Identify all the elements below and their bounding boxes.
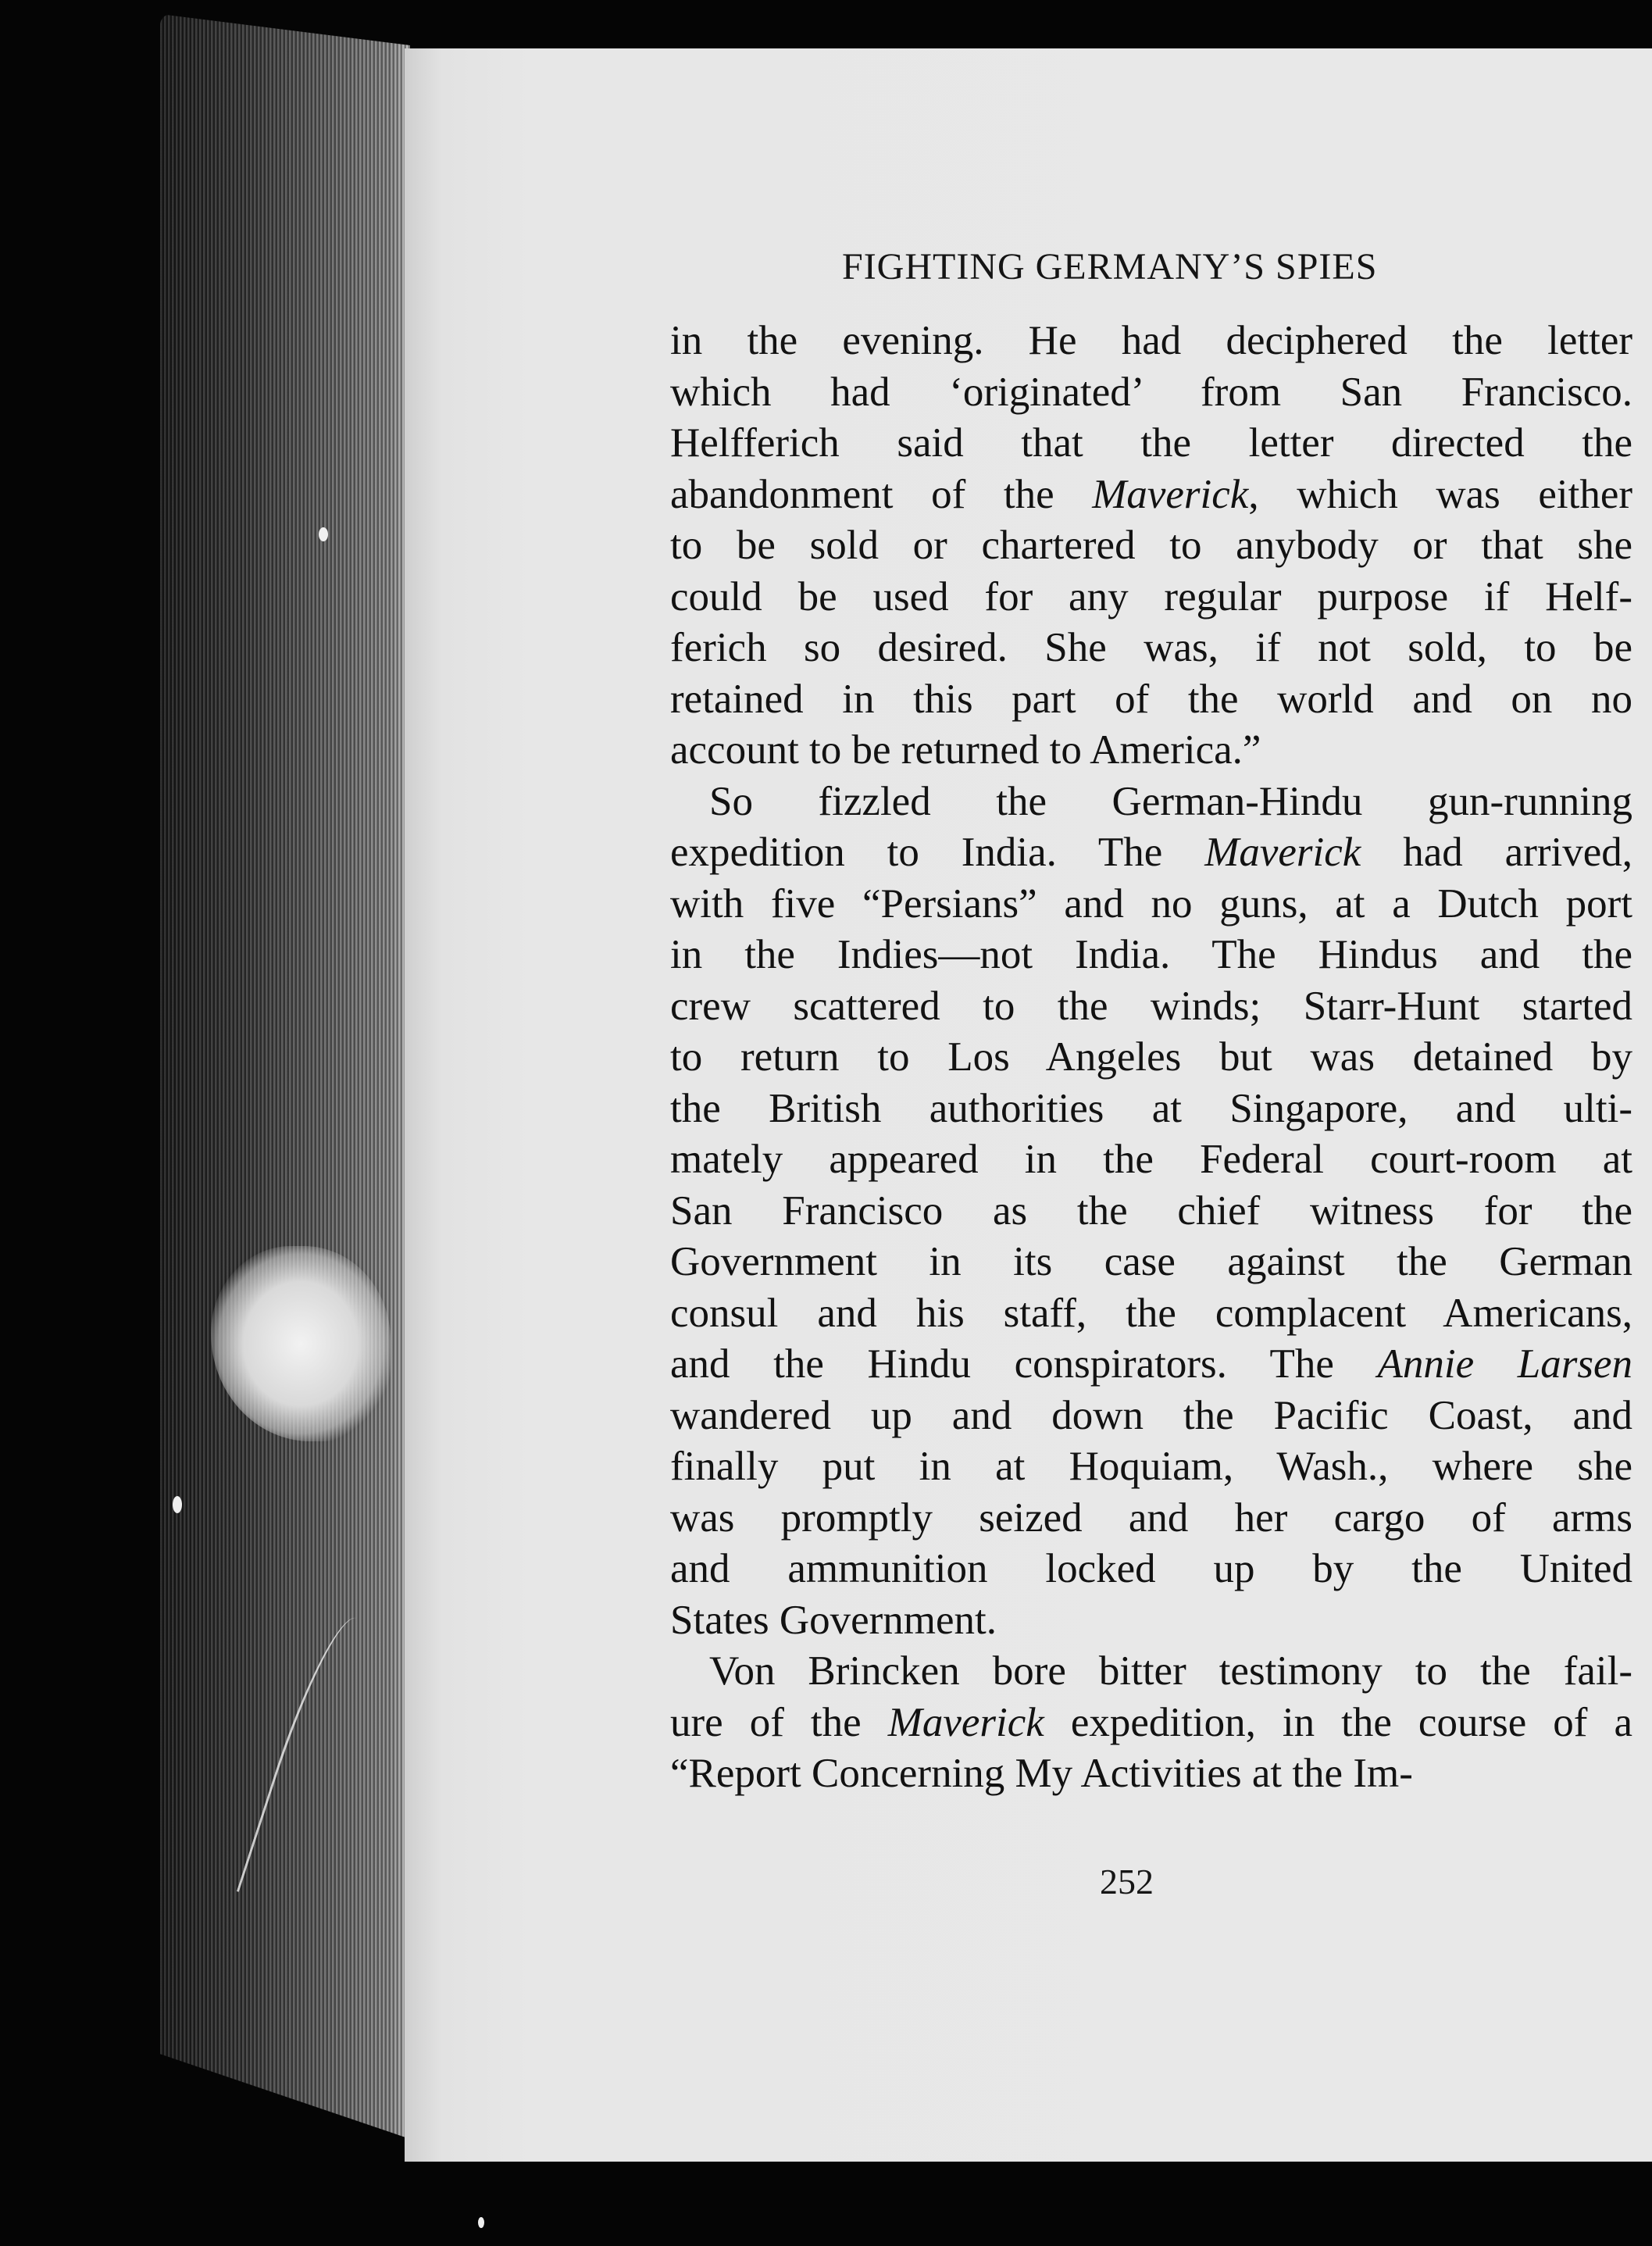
text-line xyxy=(670,1441,1632,1493)
text-line xyxy=(670,1134,1632,1186)
text-run: retained in this part of the world and on no xyxy=(670,676,1632,722)
text-run: So fizzled the German-Hindu gun-running xyxy=(709,778,1632,824)
text-run: in the Indies—not India. The Hindus and the xyxy=(670,932,1632,977)
text-line xyxy=(670,572,1632,623)
text-line xyxy=(670,981,1632,1033)
text-run: “Report Concerning My Activities at the Im- xyxy=(670,1751,1413,1796)
text-run: with five “Persians” and no guns, at a Dutch port xyxy=(670,880,1632,927)
text-run: ure of the xyxy=(670,1699,888,1745)
text-run: wandered up and down the Pacific Coast, and xyxy=(670,1392,1632,1438)
text-run: Government in its case against the German xyxy=(670,1239,1632,1284)
text-line xyxy=(670,1288,1632,1340)
text-run: was promptly seized and her cargo of arms xyxy=(670,1494,1632,1541)
text-line xyxy=(670,367,1632,419)
text-run: and the Hindu conspirators. The xyxy=(670,1341,1378,1387)
text-run: Helfferich said that the letter directed the xyxy=(670,420,1632,466)
book-page xyxy=(405,48,1652,2162)
text-run: , which was either xyxy=(1248,471,1632,517)
text-run: to be sold or chartered to anybody or that she xyxy=(670,523,1632,568)
italic-title: Maverick xyxy=(1092,471,1249,517)
text-line xyxy=(670,930,1632,981)
italic-title: Maverick xyxy=(887,1699,1044,1745)
text-run: expedition to India. The xyxy=(670,830,1205,875)
text-line xyxy=(670,1493,1632,1544)
italic-title: Maverick xyxy=(1204,830,1361,875)
text-line xyxy=(670,1698,1632,1749)
text-run: expedition, in the course of a xyxy=(1044,1699,1632,1745)
text-line xyxy=(670,1646,1632,1698)
dust-speck xyxy=(173,1496,182,1513)
text-run: mately appeared in the Federal court-room at xyxy=(670,1137,1632,1182)
running-head: FIGHTING GERMANY’S SPIES xyxy=(842,246,1378,287)
text-run: had arrived, xyxy=(1361,830,1632,875)
text-line xyxy=(670,1237,1632,1288)
text-line xyxy=(670,827,1632,879)
text-line xyxy=(670,1339,1632,1391)
text-run: crew scattered to the winds; Starr-Hunt started xyxy=(670,983,1632,1029)
dust-speck xyxy=(319,527,328,541)
dust-speck xyxy=(478,2217,484,2228)
text-line xyxy=(670,725,1632,777)
text-line xyxy=(670,777,1632,828)
text-line xyxy=(670,879,1632,930)
text-run: States Government. xyxy=(670,1597,997,1643)
text-run: consul and his staff, the complacent Americans, xyxy=(670,1290,1632,1336)
text-line xyxy=(670,470,1632,521)
text-run: ferich so desired. She was, if not sold, to be xyxy=(670,625,1632,670)
text-run: could be used for any regular purpose if Helf- xyxy=(670,573,1632,620)
text-line xyxy=(670,520,1632,572)
text-run: Von Brincken bore bitter testimony to the fail- xyxy=(709,1648,1632,1694)
text-line xyxy=(670,418,1632,470)
text-line xyxy=(670,623,1632,674)
text-line xyxy=(670,674,1632,726)
text-line xyxy=(670,1595,1632,1647)
page-number: 252 xyxy=(1100,1862,1154,1901)
text-line xyxy=(670,1748,1632,1800)
text-run: account to be returned to America.” xyxy=(670,727,1261,773)
text-line xyxy=(670,1544,1632,1595)
body-text xyxy=(670,316,1632,1800)
text-run: finally put in at Hoquiam, Wash., where she xyxy=(670,1444,1632,1489)
text-run: abandonment of the xyxy=(670,471,1093,517)
text-run: in the evening. He had deciphered the letter xyxy=(670,318,1632,363)
text-run: which had ‘originated’ from San Francisco. xyxy=(670,369,1632,415)
italic-title: Annie Larsen xyxy=(1377,1341,1633,1387)
text-run: to return to Los Angeles but was detained by xyxy=(670,1034,1632,1080)
text-line xyxy=(670,1391,1632,1442)
text-run: and ammunition locked up by the United xyxy=(670,1546,1632,1591)
text-run: the British authorities at Singapore, and ulti- xyxy=(670,1085,1632,1131)
text-line xyxy=(670,316,1632,367)
text-line xyxy=(670,1084,1632,1135)
text-line xyxy=(670,1186,1632,1237)
text-run: San Francisco as the chief witness for the xyxy=(670,1187,1632,1234)
text-line xyxy=(670,1032,1632,1084)
